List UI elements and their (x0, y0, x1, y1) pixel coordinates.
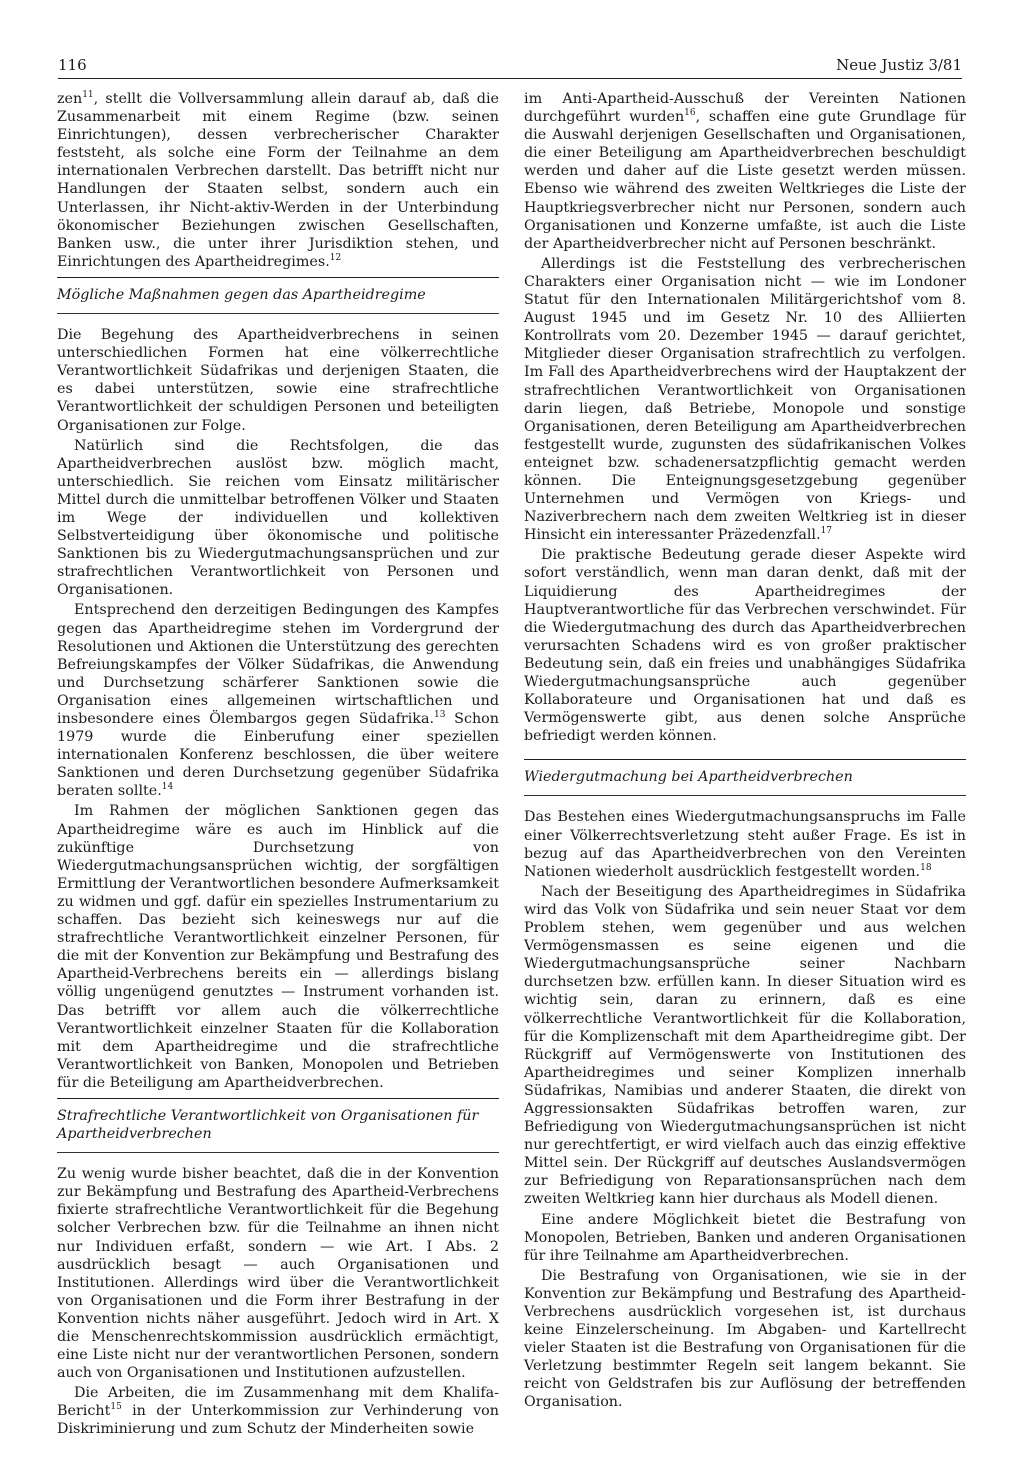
paragraph: Eine andere Möglichkeit bietet die Bestrafung von Monopolen, Betrieben, Banken und anderen Organisationen für ihre Teilnahme am Apartheidverbrechen. (524, 1211, 966, 1264)
paragraph: Die praktische Bedeutung gerade dieser Aspekte wird sofort verständlich, wenn man daran denkt, daß mit der Liquidierung des Apartheidregimes der Hauptverantwortliche für das Verbrechen verschwindet. Für die Wiedergutmachung des durch das Apartheidverbrechen verursachten Schadens wird es von großer praktischer Bedeutung sein, daß ein freies und unabhängiges Südafrika Wiedergutmachungsansprüche auch gegenüber Kollaborateure und Organisationen hat und daß es Vermögenswerte gibt, aus denen solche Ansprüche befriedigt werden können. (524, 547, 966, 745)
right-column (524, 90, 966, 1412)
paragraph: Zu wenig wurde bisher beachtet, daß die in der Konvention zur Bekämpfung und Bestrafung des Apartheid-Verbrechens fixierte strafrechtliche Verantwortlichkeit für die Begehung solcher Verbrechen bzw. für die Teilnahme an ihnen nicht nur Individuen erfaßt, sondern — wie Art. I Abs. 2 ausdrücklich besagt — auch Organisationen und Institutionen. Allerdings wird über die Verantwortlichkeit von Organisationen und die Form ihrer Bestrafung in der Konvention nichts näher ausgeführt. Jedoch wird in Art. X die Menschenrechtskommission ausdrücklich ermächtigt, eine Liste nicht nur der verantwortlichen Personen, sondern auch von Organisationen und Institutionen aufzustellen. (57, 1166, 499, 1382)
left-column (57, 90, 499, 1439)
paragraph: Das Bestehen eines Wiedergutmachungsanspruchs im Falle einer Völkerrechtsverletzung steht außer Frage. Es ist in bezug auf das Apartheidverbrechen von den Vereinten Nationen wiederholt ausdrücklich festgestellt worden.$^{18}$ (524, 809, 966, 880)
footnote-ref: 18 (920, 862, 932, 873)
section-heading: Strafrechtliche Verantwortlichkeit von Organisationen für Apartheidverbrechen (57, 1098, 499, 1153)
footnote-ref: 15 (110, 1402, 122, 1413)
paragraph: Allerdings ist die Feststellung des verbrecherischen Charakters einer Organisation nicht — wie im Londoner Statut für den Internationalen Militärgerichtshof vom 8. August 1945 und im Gesetz Nr. 10 des Alliierten Kontrollrats vom 20. Dezember 1945 — darauf gerichtet, Mitglieder dieser Organisation strafrechtlich zu verfolgen. Im Fall des Apartheidverbrechens wird der Hauptakzent der strafrechtlichen Verantwortlichkeit von Organisationen darin liegen, daß Betriebe, Monopole und sonstige Organisationen, deren Beteiligung am Apartheidverbrechen festgestellt wurde, zugunsten des südafrikanischen Volkes enteignet bzw. schadenersatzpflichtig gemacht werden können. Die Enteignungsgesetzgebung gegenüber Unternehmen und Vermögen von Kriegs- und Naziverbrechern nach dem zweiten Weltkrieg ist in dieser Hinsicht ein interessanter Präzedenzfall.$^{17}$ (524, 255, 966, 544)
footnote-ref: 17 (820, 526, 833, 537)
paragraph: Die Arbeiten, die im Zusammenhang mit dem Khalifa-Bericht$^{15}$ in der Unterkommission zur Verhinderung von Diskriminierung und zum Schutz der Minderheiten sowie (57, 1385, 499, 1438)
page-header (58, 56, 962, 79)
section-heading: Wiedergutmachung bei Apartheidverbrechen (524, 759, 966, 796)
paragraph: Die Begehung des Apartheidverbrechens in seinen unterschiedlichen Formen hat eine völkerrechtliche Verantwortlichkeit Südafrikas und derjenigen Staaten, die es dabei unterstützen, sowie eine strafrechtliche Verantwortlichkeit der schuldigen Personen und beteiligten Organisationen zur Folge. (57, 327, 499, 434)
paragraph: Entsprechend den derzeitigen Bedingungen des Kampfes gegen das Apartheidregime stehen im Vordergrund der Resolutionen und Aktionen die Unterstützung des gerechten Befreiungskampfes der Völker Südafrikas, die Anwendung und Durchsetzung schärferer Sanktionen sowie die Organisation eines allgemeinen wirtschaftlichen und insbesondere eines Ölembargos gegen Südafrika.$^{13}$ Schon 1979 wurde die Einberufung einer speziellen internationalen Konferenz beschlossen, die über weitere Sanktionen und deren Durchsetzung gegenüber Südafrika beraten sollte.$^{14}$ (57, 602, 499, 800)
footnote-ref: 12 (329, 252, 342, 263)
paragraph: Im Rahmen der möglichen Sanktionen gegen das Apartheidregime wäre es auch im Hinblick auf die zukünftige Durchsetzung von Wiedergutmachungsansprüchen wichtig, der sorgfältigen Ermittlung der Verantwortlichen besondere Aufmerksamkeit zu widmen und ggf. dafür ein spezielles Instrumentarium zu schaffen. Das bezieht sich keineswegs nur auf die strafrechtliche Verantwortlichkeit einzelner Personen, für die mit der Konvention zur Bekämpfung und Bestrafung des Apartheid-Verbrechens bereits ein — allerdings bislang völlig ungenügend genutztes — Instrument vorhanden ist. Das betrifft vor allem auch die völkerrechtliche Verantwortlichkeit einzelner Staaten für die Kollaboration mit dem Apartheidregime und die strafrechtliche Verantwortlichkeit von Banken, Monopolen und Betrieben für die Beteiligung am Apartheidverbrechen. (57, 803, 499, 1091)
paragraph: zen$^{11}$, stellt die Vollversammlung allein darauf ab, daß die Zusammenarbeit mit einem Regime (bzw. seinen Einrichtungen), dessen verbrecherischer Charakter feststeht, als solche eine Form der Teilnahme an dem internationalen Verbrechen darstellt. Das betrifft nicht nur Handlungen der Staaten selbst, sondern auch ein Unterlassen, ihr Nicht-aktiv-Werden in der Unterbindung ökonomischer Beziehungen zwischen Gesellschaften, Banken usw., die unter ihrer Jurisdiktion stehen, und Einrichtungen des Apartheidregimes.$^{12}$ (57, 90, 499, 270)
page-number: 116 (58, 56, 87, 74)
footnote-ref: 16 (684, 108, 696, 119)
footnote-ref: 14 (161, 782, 174, 793)
section-heading: Mögliche Maßnahmen gegen das Apartheidregime (57, 277, 499, 314)
journal-title: Neue Justiz 3/81 (836, 56, 962, 74)
paragraph: Nach der Beseitigung des Apartheidregimes in Südafrika wird das Volk von Südafrika und sein neuer Staat vor dem Problem stehen, wem gegenüber und aus welchen Vermögensmassen es seine eigenen und die Wiedergutmachungsansprüche seiner Nachbarn durchsetzen bzw. erfüllen kann. In dieser Situation wird es wichtig sein, daran zu erinnern, daß es eine völkerrechtliche Verantwortlichkeit für die Kollaboration, für die Komplizenschaft mit dem Apartheidregime gibt. Der Rückgriff auf Vermögenswerte von Institutionen des Apartheidregimes und seiner Komplizen innerhalb Südafrikas, Namibias und anderer Staaten, die direkt von Aggressionsakten Südafrikas betroffen waren, zur Befriedigung von Wiedergutmachungsansprüchen ist nicht nur gerechtfertigt, er wird vielfach auch das einzig effektive Mittel sein. Der Rückgriff auf deutsches Auslandsvermögen zur Befriedigung von Reparationsansprüchen nach dem zweiten Weltkrieg kann hier durchaus als Modell dienen. (524, 883, 966, 1208)
paragraph: Die Bestrafung von Organisationen, wie sie in der Konvention zur Bekämpfung und Bestrafung des Apartheid-Verbrechens ausdrücklich vorgesehen ist, ist durchaus keine Einzelerscheinung. Im Abgaben- und Kartellrecht vieler Staaten ist die Bestrafung von Organisationen für die Verletzung bestimmter Regeln seit langem bekannt. Sie reicht von Geldstrafen bis zur Auflösung der betreffenden Organisation. (524, 1267, 966, 1411)
footnote-ref: 13 (434, 710, 446, 720)
footnote-ref: 11 (82, 90, 94, 100)
paragraph: im Anti-Apartheid-Ausschuß der Vereinten Nationen durchgeführt wurden$^{16}$, schaffen eine gute Grundlage für die Auswahl derjenigen Gesellschaften und Organisationen, die einer Beteiligung am Apartheidverbrechen beschuldigt werden und daher auf die Liste gesetzt werden müssen. Ebenso wie während des zweiten Weltkrieges die Liste der Hauptkriegsverbrecher nicht nur Personen, sondern auch Organisationen und Konzerne umfaßte, ist auch die Liste der Apartheidverbrecher nicht auf Personen beschränkt. (524, 91, 966, 252)
paragraph: Natürlich sind die Rechtsfolgen, die das Apartheidverbrechen auslöst bzw. möglich macht, unterschiedlich. Sie reichen vom Einsatz militärischer Mittel durch die unmittelbar betroffenen Völker und Staaten im Wege der individuellen und kollektiven Selbstverteidigung über ökonomische und politische Sanktionen bis zu Wiedergutmachungsansprüchen und zur strafrechtlichen Verantwortlichkeit von Personen und Organisationen. (57, 437, 499, 599)
